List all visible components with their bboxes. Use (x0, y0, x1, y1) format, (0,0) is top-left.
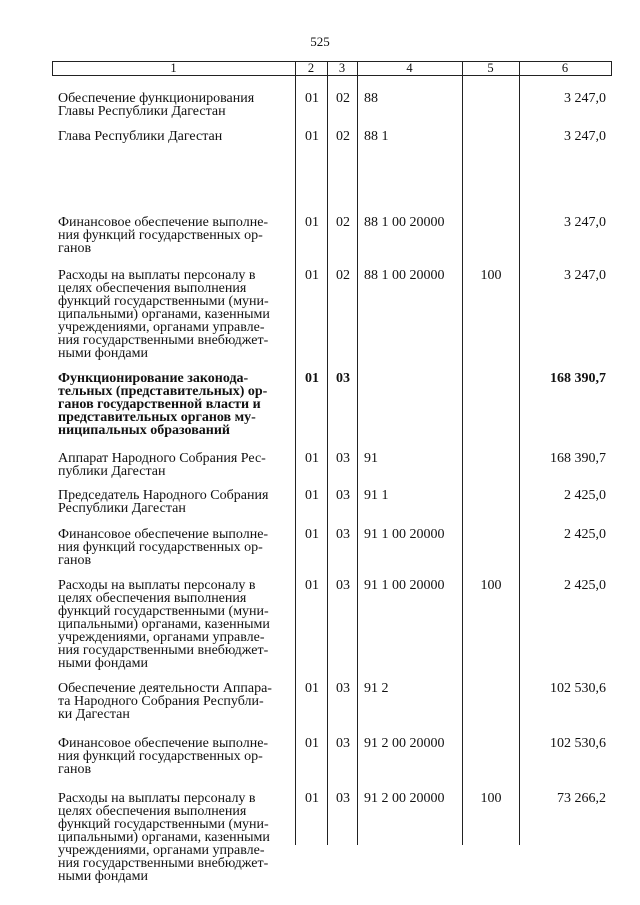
column-header: 5 (487, 61, 494, 75)
description-line: ганов государственной власти и (58, 397, 261, 412)
column-divider (462, 61, 463, 845)
description-line: ципальными) органами, казенными (58, 617, 270, 632)
description-line: Функционирование законода- (58, 371, 249, 386)
page-number: 525 (310, 34, 330, 49)
row-description (58, 372, 290, 437)
column-divider (357, 61, 358, 845)
description-line: функций государственными (муни- (58, 604, 269, 619)
row-description (58, 579, 290, 670)
description-line: ниципальных образований (58, 423, 230, 438)
amount: 102 530,6 (550, 736, 606, 751)
section-code: 01 (305, 268, 319, 283)
description-line: функций государственными (муни- (58, 817, 269, 832)
section-code: 01 (305, 736, 319, 751)
description-line: Финансовое обеспечение выполне- (58, 215, 269, 230)
amount: 168 390,7 (550, 371, 606, 386)
amount: 3 247,0 (564, 215, 606, 230)
description-line: Аппарат Народного Собрания Рес- (58, 451, 266, 466)
amount: 168 390,7 (550, 451, 606, 466)
subsection-code: 03 (336, 371, 350, 386)
subsection-code: 02 (336, 215, 350, 230)
subsection-code: 03 (336, 736, 350, 751)
description-line: Расходы на выплаты персоналу в (58, 268, 256, 283)
amount: 2 425,0 (564, 488, 606, 503)
amount: 2 425,0 (564, 578, 606, 593)
target-article-code: 91 1 00 20000 (364, 578, 445, 593)
description-line: функций государственными (муни- (58, 294, 269, 309)
subsection-code: 02 (336, 268, 350, 283)
subsection-code: 02 (336, 129, 350, 144)
description-line: целях обеспечения выполнения (58, 591, 247, 606)
description-line: ципальными) органами, казенными (58, 830, 270, 845)
section-code: 01 (305, 578, 319, 593)
description-line: ния функций государственных ор- (58, 228, 263, 243)
description-line: ганов (58, 241, 92, 256)
description-line: ки Дагестан (58, 707, 130, 722)
description-line: учреждениями, органами управле- (58, 630, 265, 645)
description-line: Глава Республики Дагестан (58, 129, 223, 144)
subsection-code: 03 (336, 791, 350, 806)
target-article-code: 91 2 00 20000 (364, 791, 445, 806)
column-header: 4 (406, 61, 413, 75)
description-line: Обеспечение деятельности Аппара- (58, 681, 272, 696)
row-description (58, 216, 290, 255)
section-code: 01 (305, 527, 319, 542)
target-article-code: 91 1 (364, 488, 389, 503)
expense-type-code: 100 (480, 268, 502, 283)
row-description (58, 682, 290, 721)
description-line: учреждениями, органами управле- (58, 320, 265, 335)
row-description (58, 452, 290, 478)
row-description (58, 130, 290, 143)
subsection-code: 03 (336, 451, 350, 466)
description-line: Финансовое обеспечение выполне- (58, 736, 269, 751)
description-line: Расходы на выплаты персоналу в (58, 578, 256, 593)
description-line: учреждениями, органами управле- (58, 843, 265, 858)
description-line: та Народного Собрания Республи- (58, 694, 264, 709)
description-line: публики Дагестан (58, 464, 166, 479)
description-line: Финансовое обеспечение выполне- (58, 527, 269, 542)
description-line: представительных органов му- (58, 410, 256, 425)
section-code: 01 (305, 129, 319, 144)
description-line: Председатель Народного Собрания (58, 488, 269, 503)
row-description (58, 489, 290, 515)
amount: 3 247,0 (564, 91, 606, 106)
target-article-code: 88 1 (364, 129, 389, 144)
description-line: тельных (представительных) ор- (58, 384, 268, 399)
description-line: ными фондами (58, 346, 149, 361)
target-article-code: 88 1 00 20000 (364, 268, 445, 283)
target-article-code: 91 (364, 451, 378, 466)
column-divider (519, 61, 520, 845)
target-article-code: 91 1 00 20000 (364, 527, 445, 542)
subsection-code: 03 (336, 578, 350, 593)
target-article-code: 88 1 00 20000 (364, 215, 445, 230)
column-divider (327, 61, 328, 845)
row-description (58, 528, 290, 567)
subsection-code: 03 (336, 527, 350, 542)
column-header: 6 (561, 61, 569, 75)
subsection-code: 03 (336, 488, 350, 503)
description-line: целях обеспечения выполнения (58, 804, 247, 819)
description-line: ния государственными внебюджет- (58, 643, 269, 658)
section-code: 01 (305, 371, 319, 386)
section-code: 01 (305, 91, 319, 106)
description-line: Расходы на выплаты персоналу в (58, 791, 256, 806)
subsection-code: 02 (336, 91, 350, 106)
amount: 102 530,6 (550, 681, 606, 696)
amount: 73 266,2 (557, 791, 606, 806)
amount: 2 425,0 (564, 527, 606, 542)
description-line: ципальными) органами, казенными (58, 307, 270, 322)
column-header: 1 (170, 61, 177, 75)
description-line: ния функций государственных ор- (58, 749, 263, 764)
section-code: 01 (305, 215, 319, 230)
description-line: ния государственными внебюджет- (58, 333, 269, 348)
row-description (58, 269, 290, 360)
amount: 3 247,0 (564, 129, 606, 144)
column-header: 3 (338, 61, 346, 75)
expense-type-code: 100 (480, 578, 502, 593)
column-header: 2 (307, 61, 315, 75)
description-line: Обеспечение функционирования (58, 91, 255, 106)
description-line: ными фондами (58, 656, 149, 671)
target-article-code: 91 2 00 20000 (364, 736, 445, 751)
description-line: целях обеспечения выполнения (58, 281, 247, 296)
row-description (58, 792, 290, 883)
section-code: 01 (305, 791, 319, 806)
row-description (58, 92, 290, 118)
section-code: 01 (305, 488, 319, 503)
section-code: 01 (305, 681, 319, 696)
amount: 3 247,0 (564, 268, 606, 283)
table-border-right (611, 61, 612, 75)
description-line: ганов (58, 553, 92, 568)
header-bottom-rule (52, 75, 612, 76)
section-code: 01 (305, 451, 319, 466)
row-description (58, 737, 290, 776)
description-line: Главы Республики Дагестан (58, 104, 226, 119)
description-line: ными фондами (58, 869, 149, 884)
description-line: ганов (58, 762, 92, 777)
column-divider (295, 61, 296, 845)
description-line: ния государственными внебюджет- (58, 856, 269, 871)
target-article-code: 91 2 (364, 681, 389, 696)
description-line: Республики Дагестан (58, 501, 186, 516)
target-article-code: 88 (364, 91, 378, 106)
description-line: ния функций государственных ор- (58, 540, 263, 555)
subsection-code: 03 (336, 681, 350, 696)
expense-type-code: 100 (480, 791, 502, 806)
